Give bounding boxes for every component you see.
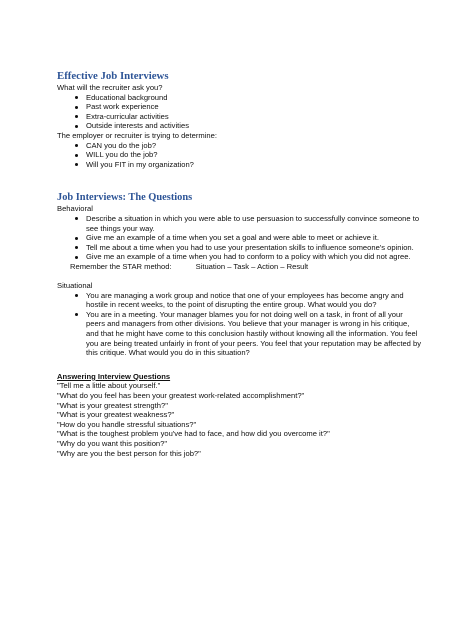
question-line: "Why do you want this position?" bbox=[57, 439, 168, 448]
answering-heading: Answering Interview Questions bbox=[57, 371, 171, 381]
question-line: "What is the toughest problem you've had to face, and how did you overcome it?" bbox=[57, 429, 330, 439]
list-item: CAN you do the job? bbox=[57, 141, 422, 151]
employer-intro: The employer or recruiter is trying to determine: bbox=[57, 130, 217, 140]
list-item: You are in a meeting. Your manager blames you for not doing well on a task, in front of all your peers and managers from other divisions. You believe that your manager is wrong in his critique, and that he might have come to this conclusion hastily without knowing all the information. You feel you are being treated unfairly in front of your peers. You feel that your reputation may be affected by this critique. What would you do in this situation? bbox=[57, 310, 422, 358]
list-item: Extra-curricular activities bbox=[57, 112, 422, 122]
list-item: Outside interests and activities bbox=[57, 121, 422, 131]
behavioral-label: Behavioral bbox=[57, 204, 93, 214]
section-the-questions bbox=[57, 191, 422, 358]
section-answering-questions bbox=[57, 372, 422, 458]
section-effective-job-interviews bbox=[57, 70, 422, 169]
list-item: Tell me about a time when you had to use your presentation skills to influence someone's opinion. bbox=[57, 243, 422, 253]
list-item: You are managing a work group and notice that one of your employees has become angry and hostile in recent weeks, to the point of disrupting the entire group. What would you do? bbox=[57, 291, 422, 310]
list-item: Describe a situation in which you were able to use persuasion to successfully convince someone to see things your way. bbox=[57, 214, 422, 233]
document-content bbox=[57, 70, 422, 458]
behavioral-list bbox=[57, 214, 422, 262]
recruiter-intro: What will the recruiter ask you? bbox=[57, 83, 163, 92]
star-method-steps: Situation – Task – Action – Result bbox=[195, 261, 309, 271]
section-title: Job Interviews: The Questions bbox=[57, 192, 193, 204]
list-item: WILL you do the job? bbox=[57, 150, 422, 160]
question-line: "How do you handle stressful situations?" bbox=[57, 419, 197, 429]
star-method-line bbox=[70, 262, 422, 272]
list-item: Give me an example of a time when you had to conform to a policy with which you did not agree. bbox=[57, 252, 422, 262]
list-item: Give me an example of a time when you set a goal and were able to meet or achieve it. bbox=[57, 233, 422, 243]
question-line: "What is your greatest weakness?" bbox=[57, 410, 175, 420]
section-title: Effective Job Interviews bbox=[57, 70, 169, 82]
situational-label: Situational bbox=[57, 281, 93, 291]
star-method-label: Remember the STAR method: bbox=[70, 261, 172, 271]
question-line: "Why are you the best person for this job?" bbox=[57, 448, 201, 458]
list-item: Educational background bbox=[57, 93, 422, 103]
question-line: "Tell me a little about yourself." bbox=[57, 381, 161, 391]
list-item: Past work experience bbox=[57, 102, 422, 112]
recruiter-list bbox=[57, 93, 422, 131]
employer-list bbox=[57, 141, 422, 170]
question-line: "What do you feel has been your greatest work-related accomplishment?" bbox=[57, 391, 305, 401]
question-line: "What is your greatest strength?" bbox=[57, 400, 168, 410]
situational-list bbox=[57, 291, 422, 358]
list-item: Will you FIT in my organization? bbox=[57, 160, 422, 170]
